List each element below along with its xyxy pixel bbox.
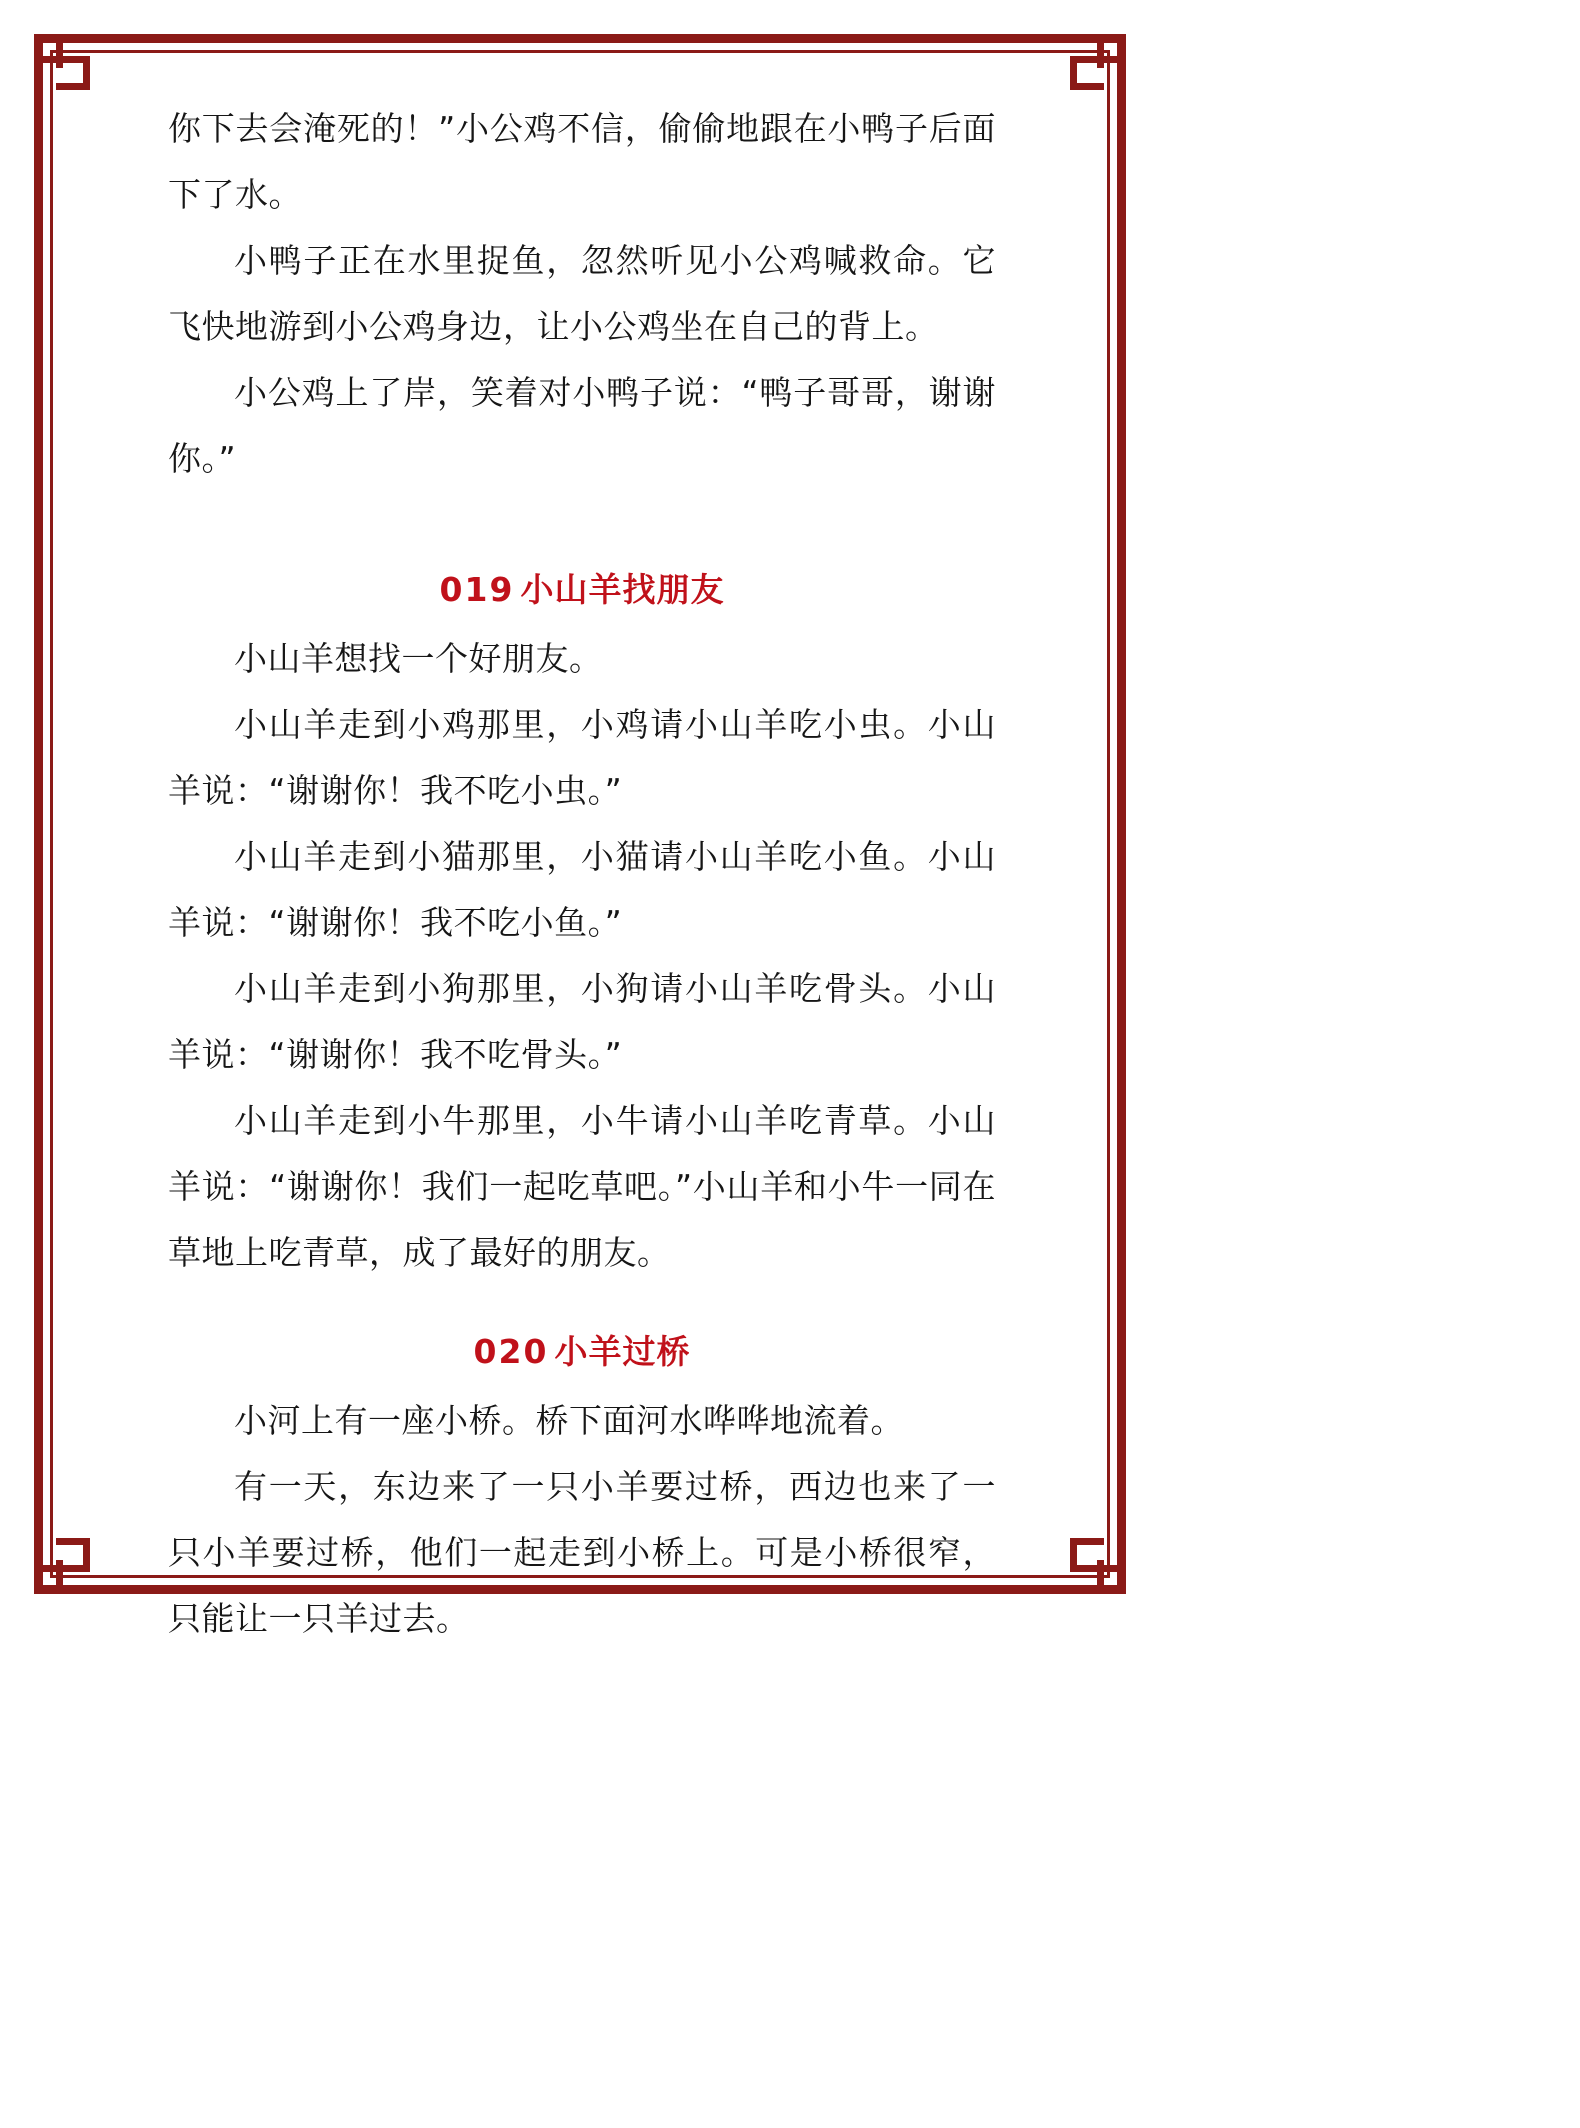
paragraph: 小山羊想找一个好朋友。 [234,639,603,678]
paragraph: 小山羊走到小牛那里，小牛请小山羊吃青草。小山羊说：“谢谢你！我们一起吃草吧。”小山羊和小牛一同在草地上吃青草，成了最好的朋友。 [168,1101,996,1272]
corner-ornament-bottom-left [34,1516,112,1594]
paragraph: 有一天，东边来了一只小羊要过桥，西边也来了一只小羊要过桥，他们一起走到小桥上。可是小桥很窄，只能让一只羊过去。 [168,1467,996,1638]
section-title-text: 小羊过桥 [554,1332,691,1371]
paragraph: 小鸭子正在水里捉鱼，忽然听见小公鸡喊救命。它飞快地游到小公鸡身边，让小公鸡坐在自己的背上。 [168,241,996,346]
corner-ornament-bottom-right [1048,1516,1126,1594]
section-heading-020 [168,1322,996,1382]
corner-ornament-top-right [1048,34,1126,112]
paragraph: 小山羊走到小鸡那里，小鸡请小山羊吃小虫。小山羊说：“谢谢你！我不吃小虫。” [168,705,996,810]
section-spacer [168,1286,996,1296]
document-body [168,96,996,1652]
section-title-text: 小山羊找朋友 [520,570,725,609]
section-number: 020 [473,1332,549,1371]
paragraph: 小河上有一座小桥。桥下面河水哗哗地流着。 [234,1401,904,1440]
section-number: 019 [439,570,515,609]
corner-ornament-top-left [34,34,112,112]
paragraph: 小山羊走到小狗那里，小狗请小山羊吃骨头。小山羊说：“谢谢你！我不吃骨头。” [168,969,996,1074]
section-spacer [168,492,996,534]
paragraph: 小公鸡上了岸，笑着对小鸭子说：“鸭子哥哥，谢谢你。” [168,373,996,478]
section-heading-019 [168,560,996,620]
paragraph: 小山羊走到小猫那里，小猫请小山羊吃小鱼。小山羊说：“谢谢你！我不吃小鱼。” [168,837,996,942]
paragraph: 你下去会淹死的！”小公鸡不信，偷偷地跟在小鸭子后面下了水。 [168,109,996,214]
